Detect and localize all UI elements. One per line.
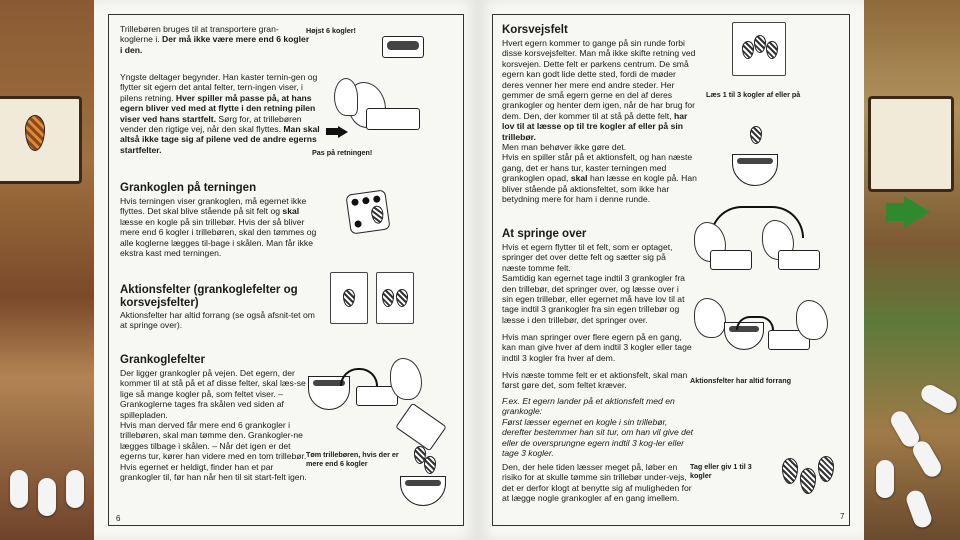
- game-peg: [66, 470, 84, 508]
- crossroad-text-3: han læsse en kogle på. Han bliver stående på aktionsfeltet, som ikke har betydning mere for ham i denne runde.: [502, 173, 697, 205]
- caption-direction: Pas på retningen!: [312, 148, 373, 157]
- die-cone-text-2: læsse en kogle på sin trillebør. Hvis der så bliver mere end 6 kogler i trillebøren, skal den tømmes og alle koglerne lægges til-bage i skålen. Man får ikke ekstra kast med terningen.: [120, 216, 317, 259]
- board-art-right: [850, 0, 960, 540]
- pinecone-icon: [742, 41, 754, 59]
- game-peg: [10, 470, 28, 508]
- pinecone-fields-text: Der ligger grankogler på vejen. Det egern, der kommer til at stå på et af disse felter, skal læs-se lige så mange kogler på, som feltet viser. – Grankoglerne tages fra skålen ved siden af spillepladen. Hvis man derved får mere end 6 grankogler i trillebøren, skal man tømme den. Grankogler-ne lægges tilbage i skålen. – Når det igen er det egerns tur, kører han videre med en tom trillebør. Hvis egernet er heldigt, finder han et par grankogler til, før han når hen til sit start-felt igen.: [120, 368, 307, 483]
- youngest-bold-text-2: Man skal altså ikke tage sig af pilene ved de andre egerns startfelter.: [120, 124, 320, 155]
- cones-in-wheelbarrow: [387, 41, 419, 50]
- crossroad-field-card: [732, 22, 786, 76]
- jump-over-text-2: Hvis man springer over flere egern på en gang, kan man give hver af dem indtil 3 kogler eller tage indtil 3 kogler fra hver af dem.: [502, 332, 692, 363]
- wheelbarrow-icon: [382, 36, 424, 58]
- pinecone-icon: [766, 41, 778, 59]
- section-title-jump-over: At springe over: [502, 228, 587, 240]
- caption-empty-barrow: Tøm trillebøren, hvis der er mere end 6 kogler: [306, 450, 399, 468]
- crossroad-bold-2: skal: [570, 173, 588, 184]
- pinecone-icon: [343, 289, 355, 307]
- youngest-paragraph: [120, 72, 320, 155]
- exchange-arrow: [736, 316, 774, 330]
- youngest-rest-text: Sørg for, at trillebøren vender den rigtige vej, når den skal flyttes.: [120, 113, 302, 135]
- die-cone-paragraph: [120, 196, 320, 258]
- intro-bold-text: Der må ikke være mere end 6 kogler i den.: [120, 34, 310, 55]
- crossroad-bold: har lov til at læsse op til tre kogler af eller på sin trillebør.: [502, 110, 688, 142]
- arrow-icon: [338, 126, 348, 138]
- page-number: 7: [840, 512, 845, 521]
- crossroad-text: Hvert egern kommer to gange på sin runde forbi disse korsvejsfelter. Man må ikke skifte retning ved korsvejen. Dette felt er parkens centrum. De små egern kan godt lide dette sted, fordi de møder deres venner her mere end andre steder. Her gemmer de små egern gerne en del af deres grankogler og henter dem igen, når de har brug for dem. Den, der kommer til at stå på dette felt,: [502, 38, 696, 121]
- pinecone-icon: [25, 115, 45, 151]
- youngest-text: Yngste deltager begynder. Han kaster ternin-gen og flytter sit egern det antal felter, tern-ingen viser, i pilens retning.: [120, 72, 318, 103]
- cones-in-bowl: [737, 158, 773, 164]
- action-fields-text: Aktionsfelter har altid forrang (se også afsnit-tet om at springe over).: [120, 310, 315, 331]
- die-cone-text: Hvis terningen viser grankoglen, må egernet ikke flyttes. Det skal blive stående på sit felt og: [120, 196, 307, 217]
- intro-paragraph: [120, 24, 310, 55]
- pinecone-icon: [754, 35, 766, 53]
- die-icon: [345, 189, 390, 234]
- game-peg: [38, 478, 56, 516]
- wheelbarrow-icon: [778, 250, 820, 270]
- pinecone-icon: [396, 289, 408, 307]
- crossroad-text-2: Men man behøver ikke gøre det. Hvis en spiller står på et aktionsfelt, og han næste gang, det er hans tur, kaster terningen med grankoglen opad,: [502, 142, 693, 184]
- die-cone-bold: skal: [282, 206, 300, 217]
- pinecone-icon: [370, 205, 384, 224]
- board-tile-right: [868, 96, 954, 192]
- jump-over-text: Hvis et egern flytter til et felt, som er optaget, springer det over dette felt og sætter sig på næste tomme felt. Samtidig kan egernet tage indtil 3 grankogler fra den trillebør, det springer over, og læsse over i sin egen trillebør, eller egernet må have lov til at tage indtil 3 grankogler fra sin egen trillebør og læsse i den trillebør, det springer over.: [502, 242, 685, 325]
- die-pip: [351, 198, 359, 206]
- section-title-die-cone: Grankoglen på terningen: [120, 182, 257, 194]
- booklet-page-left: [94, 0, 478, 540]
- board-tile-pinecone: [0, 96, 82, 184]
- example-text: F.ex. Et egern lander på et aktionsfelt med en grankogle: Først læsser egernet en kogle i sin trillebør, derefter bestemmer han sit tur, om han vil give det eller de oversprungne egern indtil 3 kog-ler eller tage 3 kogler.: [502, 396, 694, 459]
- booklet-page-right: [478, 0, 864, 540]
- youngest-bold-text: Hver spiller må passe på, at hans egern bliver ved med at flytte i den retning pilen viser ved hans startfelt.: [120, 92, 316, 124]
- direction-arrow-bar: [326, 128, 338, 135]
- cones-in-bowl: [405, 480, 441, 486]
- die-pip: [362, 197, 370, 205]
- caption-load-unload: Læs 1 til 3 kogler af eller på: [706, 90, 801, 99]
- arrow-icon: [904, 196, 930, 228]
- pinecone-icon: [382, 289, 394, 307]
- intro-text: Trillebøren bruges til at transportere gran-koglerne i.: [120, 24, 279, 45]
- jump-over-text-3: Hvis næste tomme felt er et aktionsfelt, skal man først gøre det, som feltet kræver.: [502, 370, 688, 391]
- squirrel-tail: [334, 78, 358, 116]
- caption-max-cones: Højst 6 kogler!: [306, 26, 356, 35]
- section-title-pinecone-fields: Grankoglefelter: [120, 354, 205, 366]
- pinecone-field-card: [330, 272, 368, 324]
- crossroad-paragraph: [502, 38, 698, 205]
- wheelbarrow-icon: [710, 250, 752, 270]
- die-pip: [354, 220, 362, 228]
- page-number: 6: [116, 514, 121, 523]
- game-peg: [876, 460, 894, 498]
- section-title-action-fields: Aktionsfelter (grankoglefelter og korsvejsfelter): [120, 284, 298, 309]
- section-title-crossroad: Korsvejsfelt: [502, 24, 568, 36]
- wheelbarrow-icon: [366, 108, 420, 130]
- die-pip: [373, 195, 381, 203]
- final-paragraph: Den, der hele tiden læsser meget på, løber en risiko for at skulle tømme sin trillebør under-vejs, det er derfor klogt at benytte sig af muligheden for at lægge nogle grankogler af en gang imellem.: [502, 462, 692, 504]
- caption-take-give: Tag eller giv 1 til 3 kogler: [690, 462, 752, 480]
- caption-priority: Aktionsfelter har altid forrang: [690, 376, 792, 385]
- pinecone-field-card-2: [376, 272, 414, 324]
